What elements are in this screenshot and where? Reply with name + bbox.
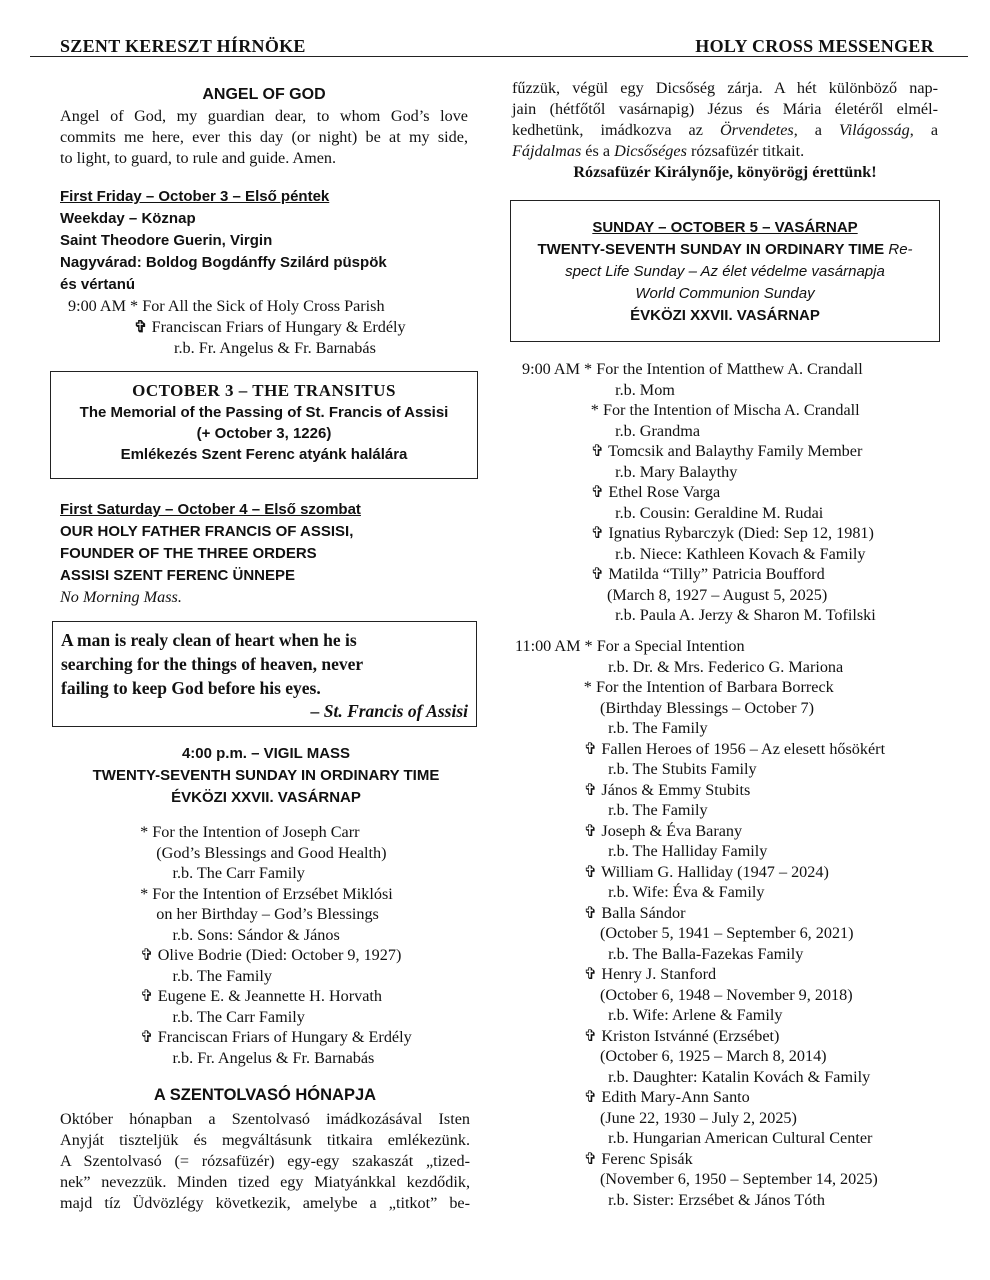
mass9-line: r.b. Mary Balaythy xyxy=(522,462,738,481)
mass-11am xyxy=(515,636,965,1210)
mass9-line: r.b. Paula A. Jerzy & Sharon M. Tofilski xyxy=(522,606,876,624)
vigil-l3: ÉVKÖZI XXVII. VASÁRNAP xyxy=(171,789,361,806)
vigil-line: ✞ Franciscan Friars of Hungary & Erdély xyxy=(132,1028,412,1046)
mass-9am xyxy=(522,359,962,626)
mass11-line: (October 6, 1925 – March 8, 2014) xyxy=(515,1047,827,1065)
mass9-line: 9:00 AM * For the Intention of Matthew A. Crandall xyxy=(522,360,863,378)
mass11-line: r.b. Wife: Arlene & Family xyxy=(515,1006,783,1024)
header-left: SZENT KERESZT HÍRNÖKE xyxy=(60,36,306,56)
transitus-l2: (+ October 3, 1226) xyxy=(196,425,332,442)
quote-l3: failing to keep God before his eyes. xyxy=(61,678,321,698)
cross-icon: ✞ xyxy=(134,318,148,336)
mass9-line: r.b. Grandma xyxy=(522,421,701,440)
mass11-line: r.b. Hungarian American Cultural Center xyxy=(515,1129,873,1147)
rosary-cont-3d: Világosság xyxy=(838,121,910,139)
mass11-line: r.b. The Balla-Fazekas Family xyxy=(515,944,804,963)
rosary-cont-3e: , a xyxy=(909,121,938,139)
sunday-heading: SUNDAY – OCTOBER 5 – VASÁRNAP xyxy=(592,219,858,236)
mass11-line: (Birthday Blessings – October 7) xyxy=(515,698,814,717)
angel-line-3: to light, to guard, to rule and guide. Amen. xyxy=(60,149,337,167)
rosary-line: Október hónapban a Szentolvasó imádkozásával Isten xyxy=(60,1110,470,1128)
transitus-box xyxy=(50,371,478,479)
rosary-closing: Rózsafüzér Királynője, könyörögj érettünk! xyxy=(573,163,877,181)
first-friday-heading: First Friday – October 3 – Első péntek xyxy=(60,188,330,205)
mass11-line: (November 6, 1950 – September 14, 2025) xyxy=(515,1170,878,1188)
first-friday-mass: 9:00 AM * For All the Sick of Holy Cross Parish xyxy=(68,297,385,315)
first-saturday-l1: OUR HOLY FATHER FRANCIS OF ASSISI, xyxy=(60,523,354,540)
first-friday-m2: Franciscan Friars of Hungary & Erdély xyxy=(151,318,406,336)
vigil-line: r.b. Fr. Angelus & Fr. Barnabás xyxy=(132,1048,375,1067)
vigil-heading xyxy=(60,743,472,809)
vigil-line: * For the Intention of Joseph Carr xyxy=(132,823,360,841)
mass9-line: * For the Intention of Mischa A. Crandall xyxy=(522,401,860,419)
mass9-line: ✞ Matilda “Tilly” Patricia Boufford xyxy=(522,565,825,583)
rosary-cont-3a: kedhetünk, imádkozva az xyxy=(512,121,720,139)
vigil-line: r.b. Sons: Sándor & János xyxy=(132,925,340,944)
rosary-continued xyxy=(512,78,938,183)
rosary-cont-2: jain (hétfőtől vasárnapig) Jézus és Mária életéről elmél- xyxy=(512,100,938,118)
rosary-title: A SZENTOLVASÓ HÓNAPJA xyxy=(153,1086,377,1104)
rosary-line: Anyját tiszteljük és megváltásunk titkaira emlékezünk. xyxy=(60,1131,470,1149)
mass9-line: r.b. Cousin: Geraldine M. Rudai xyxy=(522,503,824,522)
header-right: HOLY CROSS MESSENGER xyxy=(695,36,934,56)
rosary-cont-4a: Fájdalmas xyxy=(512,142,582,160)
mass11-line: ✞ Kriston Istvánné (Erzsébet) xyxy=(515,1026,780,1045)
mass11-line: (October 6, 1948 – November 9, 2018) xyxy=(515,985,853,1004)
mass9-line: ✞ Tomcsik and Balaythy Family Member xyxy=(522,442,863,460)
vigil-line: ✞ Olive Bodrie (Died: October 9, 1927) xyxy=(132,946,402,964)
first-saturday-heading: First Saturday – October 4 – Első szombat xyxy=(60,501,361,518)
quote-l1: A man is realy clean of heart when he is xyxy=(61,630,357,650)
rosary-cont-3c: , a xyxy=(793,121,839,139)
first-friday-l3: Nagyvárad: Boldog Bogdánffy Szilárd püspök xyxy=(60,254,387,271)
transitus-l3: Emlékezés Szent Ferenc atyánk halálára xyxy=(120,446,408,463)
mass9-line: r.b. Mom xyxy=(522,380,675,399)
first-saturday-l2: FOUNDER OF THE THREE ORDERS xyxy=(60,545,317,562)
mass9-line: ✞ Ignatius Rybarczyk (Died: Sep 12, 1981) xyxy=(522,524,874,542)
mass11-line: r.b. Dr. & Mrs. Federico G. Mariona xyxy=(515,657,844,676)
vigil-line: on her Birthday – God’s Blessings xyxy=(132,905,379,923)
vigil-l2: TWENTY-SEVENTH SUNDAY IN ORDINARY TIME xyxy=(92,767,440,784)
transitus-l1: The Memorial of the Passing of St. Francis of Assisi xyxy=(79,404,449,421)
rosary-line: A Szentolvasó (= rózsafüzér) egy-egy szakaszát „tized- xyxy=(60,1152,470,1170)
rosary-line: majd tíz Üdvözlégy következik, amelybe a „titkot” be- xyxy=(60,1194,470,1212)
mass9-line: ✞ Ethel Rose Varga xyxy=(522,483,721,501)
left-column xyxy=(60,84,468,169)
mass11-line: ✞ Edith Mary-Ann Santo xyxy=(515,1088,750,1106)
first-friday-m3: r.b. Fr. Angelus & Fr. Barnabás xyxy=(174,339,376,357)
sunday-l4: ÉVKÖZI XXVII. VASÁRNAP xyxy=(630,307,820,324)
quote-box xyxy=(52,621,477,727)
mass11-line: r.b. Daughter: Katalin Kovách & Family xyxy=(515,1067,871,1086)
angel-line-1: Angel of God, my guardian dear, to whom God’s love xyxy=(60,107,468,125)
mass11-line: ✞ Fallen Heroes of 1956 – Az elesett hősökért xyxy=(515,739,886,758)
sunday-l3: World Communion Sunday xyxy=(635,285,815,302)
mass11-line: (June 22, 1930 – July 2, 2025) xyxy=(515,1108,797,1127)
mass11-line: * For the Intention of Barbara Borreck xyxy=(515,678,834,696)
mass11-line: (October 5, 1941 – September 6, 2021) xyxy=(515,924,854,942)
mass11-line: r.b. The Stubits Family xyxy=(515,760,757,778)
vigil-line: r.b. The Carr Family xyxy=(132,864,305,882)
mass11-line: ✞ William G. Halliday (1947 – 2024) xyxy=(515,862,829,881)
rosary-cont-4b: és a xyxy=(581,142,615,160)
first-friday xyxy=(60,186,480,359)
first-friday-l1: Weekday – Köznap xyxy=(60,210,196,227)
sunday-box xyxy=(510,200,940,342)
mass11-line: r.b. The Halliday Family xyxy=(515,842,768,860)
mass11-line: ✞ Balla Sándor xyxy=(515,903,686,922)
rosary-cont-4c: Dicsőséges xyxy=(614,142,687,160)
first-saturday-note: No Morning Mass. xyxy=(60,588,182,606)
vigil-line: r.b. The Carr Family xyxy=(132,1007,305,1026)
sunday-l1: TWENTY-SEVENTH SUNDAY IN ORDINARY TIME xyxy=(537,241,885,258)
mass11-line: ✞ János & Emmy Stubits xyxy=(515,780,751,799)
first-friday-l2: Saint Theodore Guerin, Virgin xyxy=(60,232,273,249)
vigil-l1: 4:00 p.m. – VIGIL MASS xyxy=(181,745,351,762)
mass11-line: ✞ Joseph & Éva Barany xyxy=(515,821,743,840)
quote-author: – St. Francis of Assisi xyxy=(310,701,468,721)
vigil-line: * For the Intention of Erzsébet Miklósi xyxy=(132,884,393,903)
mass11-line: r.b. Sister: Erzsébet & János Tóth xyxy=(515,1190,825,1209)
first-saturday xyxy=(60,499,480,608)
rosary-cont-1: fűzzük, végül egy Dicsőség zárja. A hét különböző nap- xyxy=(512,79,938,97)
sunday-l2: spect Life Sunday – Az élet védelme vasárnapja xyxy=(565,263,885,280)
mass9-line: (March 8, 1927 – August 5, 2025) xyxy=(522,585,828,604)
sunday-l1b: Re- xyxy=(884,241,913,258)
angel-line-2: commits me here, ever this day (or night) be at my side, xyxy=(60,128,468,146)
header-rule xyxy=(30,56,968,57)
first-saturday-l3: ASSISI SZENT FERENC ÜNNEPE xyxy=(60,567,296,584)
vigil-intentions xyxy=(132,822,492,1068)
mass11-line: r.b. The Family xyxy=(515,719,708,737)
vigil-line: r.b. The Family xyxy=(132,966,272,985)
transitus-title: OCTOBER 3 – THE TRANSITUS xyxy=(132,381,396,400)
mass11-line: 11:00 AM * For a Special Intention xyxy=(515,637,745,655)
mass11-line: r.b. The Family xyxy=(515,801,708,819)
quote-l2: searching for the things of heaven, never xyxy=(61,654,364,674)
vigil-line: ✞ Eugene E. & Jeannette H. Horvath xyxy=(132,987,383,1005)
rosary-section xyxy=(60,1084,470,1214)
mass11-line: r.b. Wife: Éva & Family xyxy=(515,883,765,901)
rosary-cont-3b: Örvendetes xyxy=(719,121,794,139)
rosary-line: nek” nevezzük. Minden tized egy Miatyánkkal kezdődik, xyxy=(60,1173,470,1191)
mass11-line: ✞ Ferenc Spisák xyxy=(515,1149,693,1168)
rosary-cont-4d: rózsafüzér titkait. xyxy=(686,142,805,160)
first-friday-l4: és vértanú xyxy=(60,276,136,293)
angel-title: ANGEL OF GOD xyxy=(202,86,326,103)
mass9-line: r.b. Niece: Kathleen Kovach & Family xyxy=(522,544,866,563)
mass11-line: ✞ Henry J. Stanford xyxy=(515,965,717,983)
vigil-line: (God’s Blessings and Good Health) xyxy=(132,843,387,862)
